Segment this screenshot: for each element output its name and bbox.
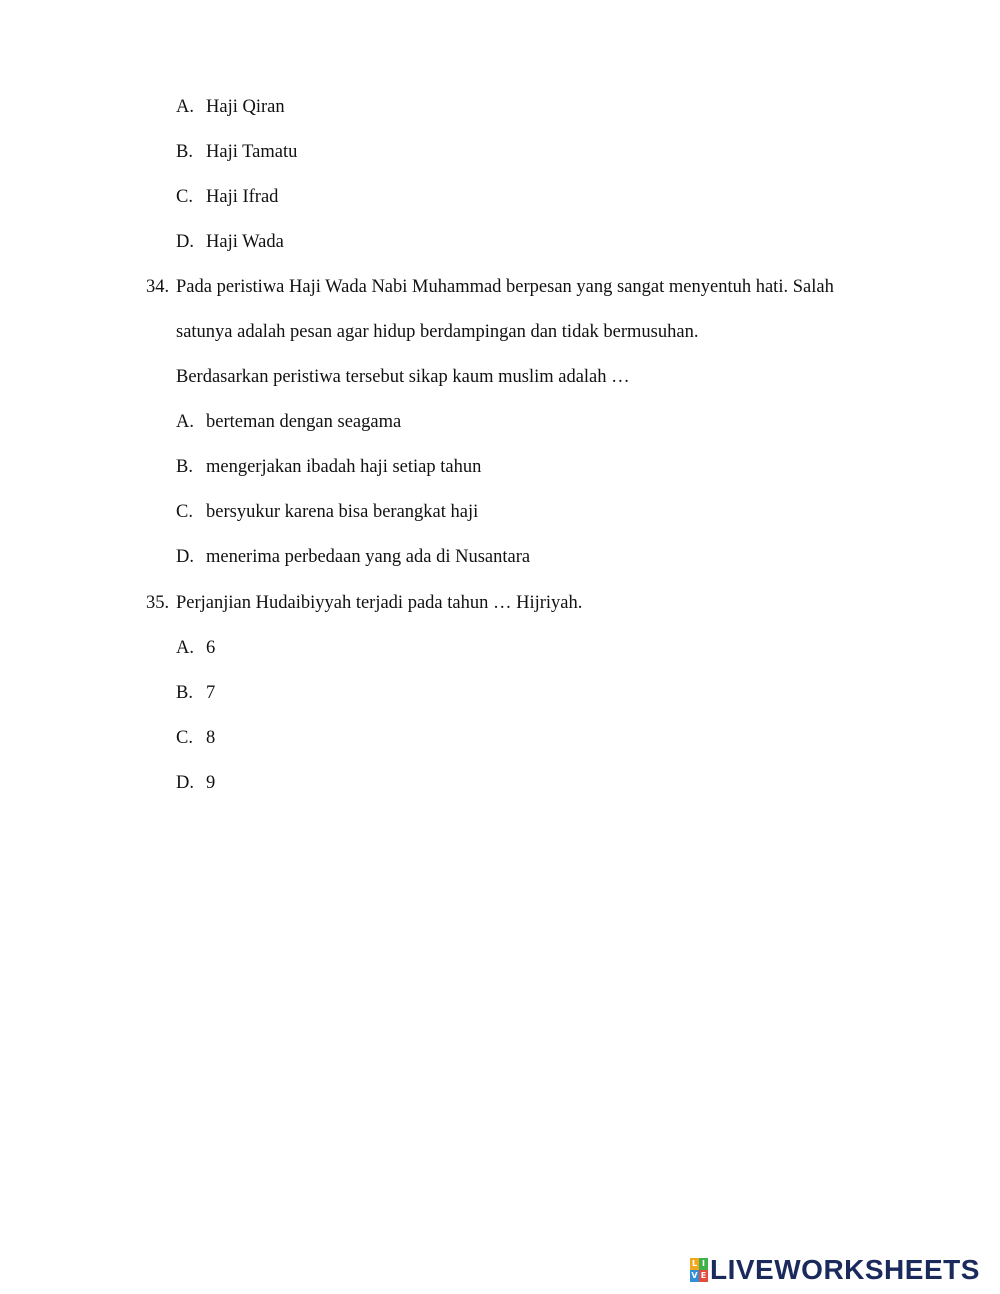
- option-letter: B.: [176, 683, 193, 703]
- option-letter: C.: [176, 728, 193, 748]
- logo-tile: L: [691, 1259, 698, 1268]
- question-text: Berdasarkan peristiwa tersebut sikap kaum muslim adalah …: [176, 367, 630, 387]
- option-letter: B.: [176, 457, 193, 477]
- question-text: Perjanjian Hudaibiyyah terjadi pada tahun … Hijriyah.: [176, 593, 583, 613]
- option-text: menerima perbedaan yang ada di Nusantara: [206, 547, 531, 567]
- option-letter: B.: [176, 142, 193, 162]
- option-letter: A.: [176, 412, 194, 432]
- question-number: 35.: [146, 593, 170, 613]
- option-text: berteman dengan seagama: [206, 412, 402, 432]
- option-text: mengerjakan ibadah haji setiap tahun: [206, 457, 482, 477]
- option-text: Haji Qiran: [206, 97, 285, 117]
- question-text: Pada peristiwa Haji Wada Nabi Muhammad berpesan yang sangat menyentuh hati. Salah: [176, 277, 834, 297]
- option-letter: D.: [176, 232, 194, 252]
- logo-tile: I: [699, 1258, 708, 1270]
- option-letter: D.: [176, 773, 194, 793]
- question-number: 34.: [146, 277, 170, 297]
- logo-tile: V: [691, 1271, 698, 1280]
- option-letter: A.: [176, 97, 194, 117]
- option-text: 9: [206, 773, 216, 793]
- logo-tile: E: [700, 1271, 707, 1280]
- option-text: 7: [206, 683, 216, 703]
- option-letter: C.: [176, 502, 193, 522]
- liveworksheets-logo[interactable]: [690, 1256, 980, 1284]
- logo-wordmark: LIVEWORKSHEETS: [710, 1254, 980, 1285]
- option-text: Haji Wada: [206, 232, 284, 252]
- logo-tiles-icon: [690, 1258, 708, 1282]
- question-text: satunya adalah pesan agar hidup berdampingan dan tidak bermusuhan.: [176, 322, 699, 342]
- option-letter: A.: [176, 638, 194, 658]
- option-letter: D.: [176, 547, 194, 567]
- option-text: bersyukur karena bisa berangkat haji: [206, 502, 479, 522]
- option-text: Haji Tamatu: [206, 142, 298, 162]
- option-text: 8: [206, 728, 216, 748]
- option-text: Haji Ifrad: [206, 187, 279, 207]
- option-text: 6: [206, 638, 216, 658]
- option-letter: C.: [176, 187, 193, 207]
